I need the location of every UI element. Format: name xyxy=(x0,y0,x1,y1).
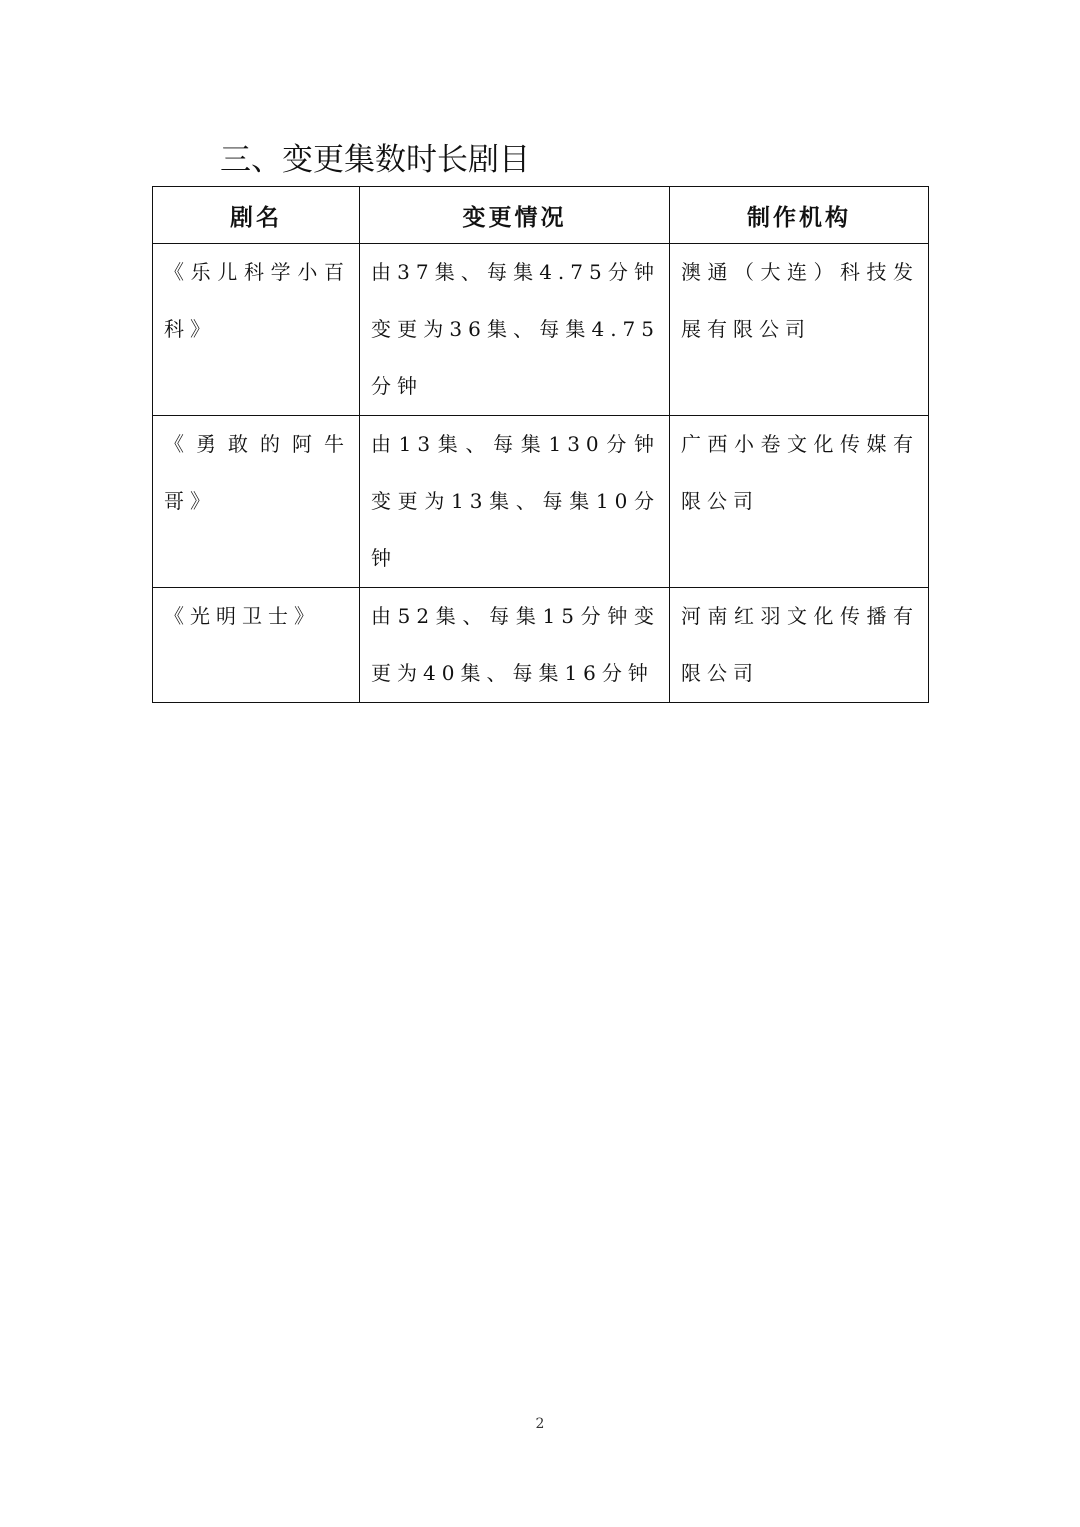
header-producer: 制作机构 xyxy=(670,187,929,244)
drama-name: 《光明卫士》 xyxy=(164,604,320,628)
drama-name: 《乐儿科学小百科》 xyxy=(164,260,350,341)
header-drama-name: 剧名 xyxy=(153,187,360,244)
producer-cell xyxy=(670,416,929,588)
producer-name: 澳通（大连）科技发展有限公司 xyxy=(681,260,919,341)
change-cell xyxy=(360,588,670,703)
change-description: 由37集、每集4.75分钟变更为36集、每集4.75分钟 xyxy=(371,260,660,398)
producer-name: 广西小卷文化传媒有限公司 xyxy=(681,432,919,513)
drama-name-cell xyxy=(153,244,360,416)
table-row xyxy=(153,244,929,416)
table-header-row xyxy=(153,187,929,244)
table-row xyxy=(153,416,929,588)
header-change: 变更情况 xyxy=(360,187,670,244)
drama-name: 《勇敢的阿牛哥》 xyxy=(164,432,350,513)
producer-cell xyxy=(670,588,929,703)
change-cell xyxy=(360,244,670,416)
section-title: 三、变更集数时长剧目 xyxy=(220,142,530,178)
drama-name-cell xyxy=(153,416,360,588)
page-number: 2 xyxy=(535,1416,545,1432)
change-description: 由52集、每集15分钟变更为40集、每集16分钟 xyxy=(371,604,660,685)
change-cell xyxy=(360,416,670,588)
producer-name: 河南红羽文化传播有限公司 xyxy=(681,604,919,685)
drama-name-cell xyxy=(153,588,360,703)
producer-cell xyxy=(670,244,929,416)
drama-change-table xyxy=(152,186,929,703)
change-description: 由13集、每集130分钟变更为13集、每集10分钟 xyxy=(371,432,660,570)
table-row xyxy=(153,588,929,703)
